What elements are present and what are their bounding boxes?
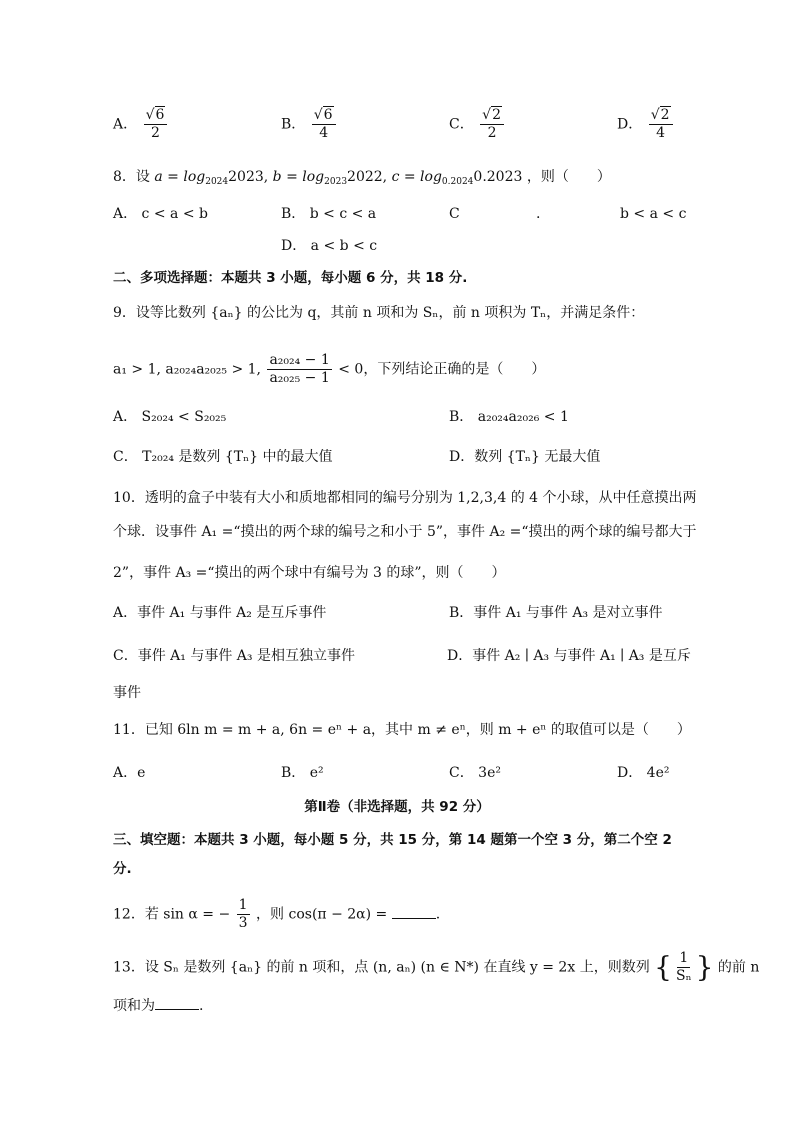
q7-option-d	[617, 107, 675, 142]
q8-expr-c: c = log	[391, 169, 442, 185]
q12-stem	[113, 897, 440, 932]
q10-stem-line1: 10．透明的盒子中装有大小和质地都相同的编号分别为 1,2,3,4 的 4 个小球，从中任意摸出两	[113, 490, 697, 506]
q8-option-c-expr: b < a < c	[620, 206, 687, 222]
q7-d-denominator: 4	[656, 125, 666, 141]
q8-c-base: 0.2024	[441, 177, 474, 187]
q12-fraction-numerator: 1	[238, 897, 248, 913]
q13-left-brace-icon: {	[654, 950, 672, 984]
q8-a-base: 2024	[205, 177, 229, 187]
q8-expr-a: a = log	[154, 169, 206, 185]
q7-b-radicand: 6	[323, 107, 333, 123]
q7-option-d-label: D．	[617, 116, 643, 133]
q9-conditions: a₁ > 1, a₂₀₂₄a₂₀₂₅ > 1,	[113, 361, 261, 378]
q7-option-c	[449, 107, 506, 142]
q7-a-radicand: 6	[155, 107, 165, 123]
q13-answer-blank[interactable]	[155, 997, 199, 1010]
q13-fraction-numerator: 1	[679, 950, 689, 966]
q10-option-d-continuation: 事件	[113, 685, 141, 701]
q7-option-a-fraction: $\frac{√6}{2}$	[144, 107, 168, 142]
q9-option-b: B． a₂₀₂₄a₂₀₂₆ < 1	[449, 409, 569, 425]
q12-fraction-denominator: 3	[238, 915, 248, 931]
q9-option-a: A． S₂₀₂₄ < S₂₀₂₅	[113, 409, 227, 425]
q11-option-b: B． e²	[281, 765, 324, 781]
q10-option-c: C．事件 A₁ 与事件 A₃ 是相互独立事件	[113, 648, 355, 664]
q8-option-c-dot: .	[536, 206, 541, 222]
q7-option-a-label: A．	[113, 116, 138, 133]
q9-option-d: D．数列 {Tₙ} 无最大值	[449, 449, 601, 465]
q7-option-b	[281, 107, 338, 142]
q8-stem	[113, 167, 611, 192]
q7-option-c-fraction: $\frac{√2}{2}$	[480, 107, 504, 142]
q13-stem-line2	[113, 996, 203, 1016]
q7-option-b-label: B．	[281, 116, 306, 133]
q13-right-brace-icon: }	[695, 950, 714, 984]
q9-stem-line1: 9．设等比数列 {aₙ} 的公比为 q，其前 n 项和为 Sₙ，前 n 项积为 Tₙ，并满足条件：	[113, 305, 645, 321]
q12-answer-blank[interactable]	[392, 906, 436, 919]
q10-option-b: B．事件 A₁ 与事件 A₃ 是对立事件	[449, 605, 663, 621]
q8-stem-suffix: ，则（ ）	[526, 169, 611, 185]
q8-option-c-label: C	[449, 206, 460, 222]
q8-stem-prefix: 设	[135, 169, 150, 185]
q12-stem-prefix: 12．若 sin α = −	[113, 906, 231, 923]
q10-option-a: A．事件 A₁ 与事件 A₂ 是互斥事件	[113, 605, 327, 621]
q8-option-b: B． b < c < a	[281, 206, 377, 222]
q10-stem-line3: 2”，事件 A₃ =“摸出的两个球中有编号为 3 的球”，则（ ）	[113, 565, 506, 581]
q8-b-arg: 2022,	[347, 169, 392, 185]
q9-fraction-numerator: a₂₀₂₄ − 1	[269, 352, 330, 368]
q13-fraction-denominator: Sₙ	[675, 968, 692, 984]
q9-stem-suffix: < 0，下列结论正确的是（ ）	[338, 361, 546, 378]
q7-c-radicand: 2	[492, 107, 502, 123]
q11-option-a: A．e	[113, 765, 146, 781]
part-2-title: 第Ⅱ卷（非选择题，共 92 分）	[304, 799, 490, 815]
q10-stem-line2: 个球．设事件 A₁ =“摸出的两个球的编号之和小于 5”，事件 A₂ =“摸出的两个球的编号都大于	[113, 524, 697, 540]
q11-option-d: D． 4e²	[617, 765, 670, 781]
q9-fraction	[267, 352, 331, 387]
q13-period: .	[199, 998, 204, 1014]
q9-stem-line2	[113, 352, 545, 387]
section-3-heading-line2: 分.	[113, 861, 132, 877]
q12-stem-suffix: ，则 cos(π − 2α) =	[256, 906, 388, 923]
q11-option-c: C． 3e²	[449, 765, 501, 781]
q13-stem-suffix: 的前 n	[717, 959, 760, 976]
section-3-heading-line1: 三、填空题：本题共 3 小题，每小题 5 分，共 15 分，第 14 题第一个空 3 分，第二个空 2	[113, 832, 672, 848]
q9-option-c: C． T₂₀₂₄ 是数列 {Tₙ} 中的最大值	[113, 449, 333, 465]
section-2-heading: 二、多项选择题：本题共 3 小题，每小题 6 分，共 18 分.	[113, 270, 468, 286]
q7-d-radicand: 2	[660, 107, 670, 123]
q10-option-d: D．事件 A₂ ∣ A₃ 与事件 A₁ ∣ A₃ 是互斥	[447, 648, 691, 664]
q7-option-b-fraction: $\frac{√6}{4}$	[312, 107, 336, 142]
q8-number: 8．	[113, 169, 136, 185]
q7-option-c-label: C．	[449, 116, 474, 133]
q8-c-arg: 0.2023	[473, 169, 523, 185]
q7-option-a	[113, 107, 169, 142]
q9-fraction-denominator: a₂₀₂₅ − 1	[269, 370, 330, 386]
q7-c-denominator: 2	[487, 125, 497, 141]
q11-stem: 11．已知 6ln m = m + a, 6n = eⁿ + a，其中 m ≠ eⁿ，则 m + eⁿ 的取值可以是（ ）	[113, 722, 691, 738]
q13-line2-text: 项和为	[113, 998, 155, 1014]
q13-stem	[113, 950, 759, 985]
q7-option-d-fraction: $\frac{√2}{4}$	[649, 107, 673, 142]
q8-option-d: D． a < b < c	[281, 238, 378, 254]
q7-a-denominator: 2	[151, 125, 160, 141]
q8-a-arg: 2023,	[228, 169, 273, 185]
q13-stem-prefix: 13．设 Sₙ 是数列 {aₙ} 的前 n 项和，点 (n, aₙ) (n ∈ N*) 在直线 y = 2x 上，则数列	[113, 959, 650, 976]
q7-b-denominator: 4	[319, 125, 329, 141]
q13-fraction	[674, 950, 694, 985]
q12-period: .	[435, 906, 441, 923]
q8-b-base: 2023	[324, 177, 348, 187]
q8-option-a: A． c < a < b	[113, 206, 208, 222]
q12-fraction	[237, 897, 250, 932]
q8-expr-b: b = log	[272, 169, 325, 185]
